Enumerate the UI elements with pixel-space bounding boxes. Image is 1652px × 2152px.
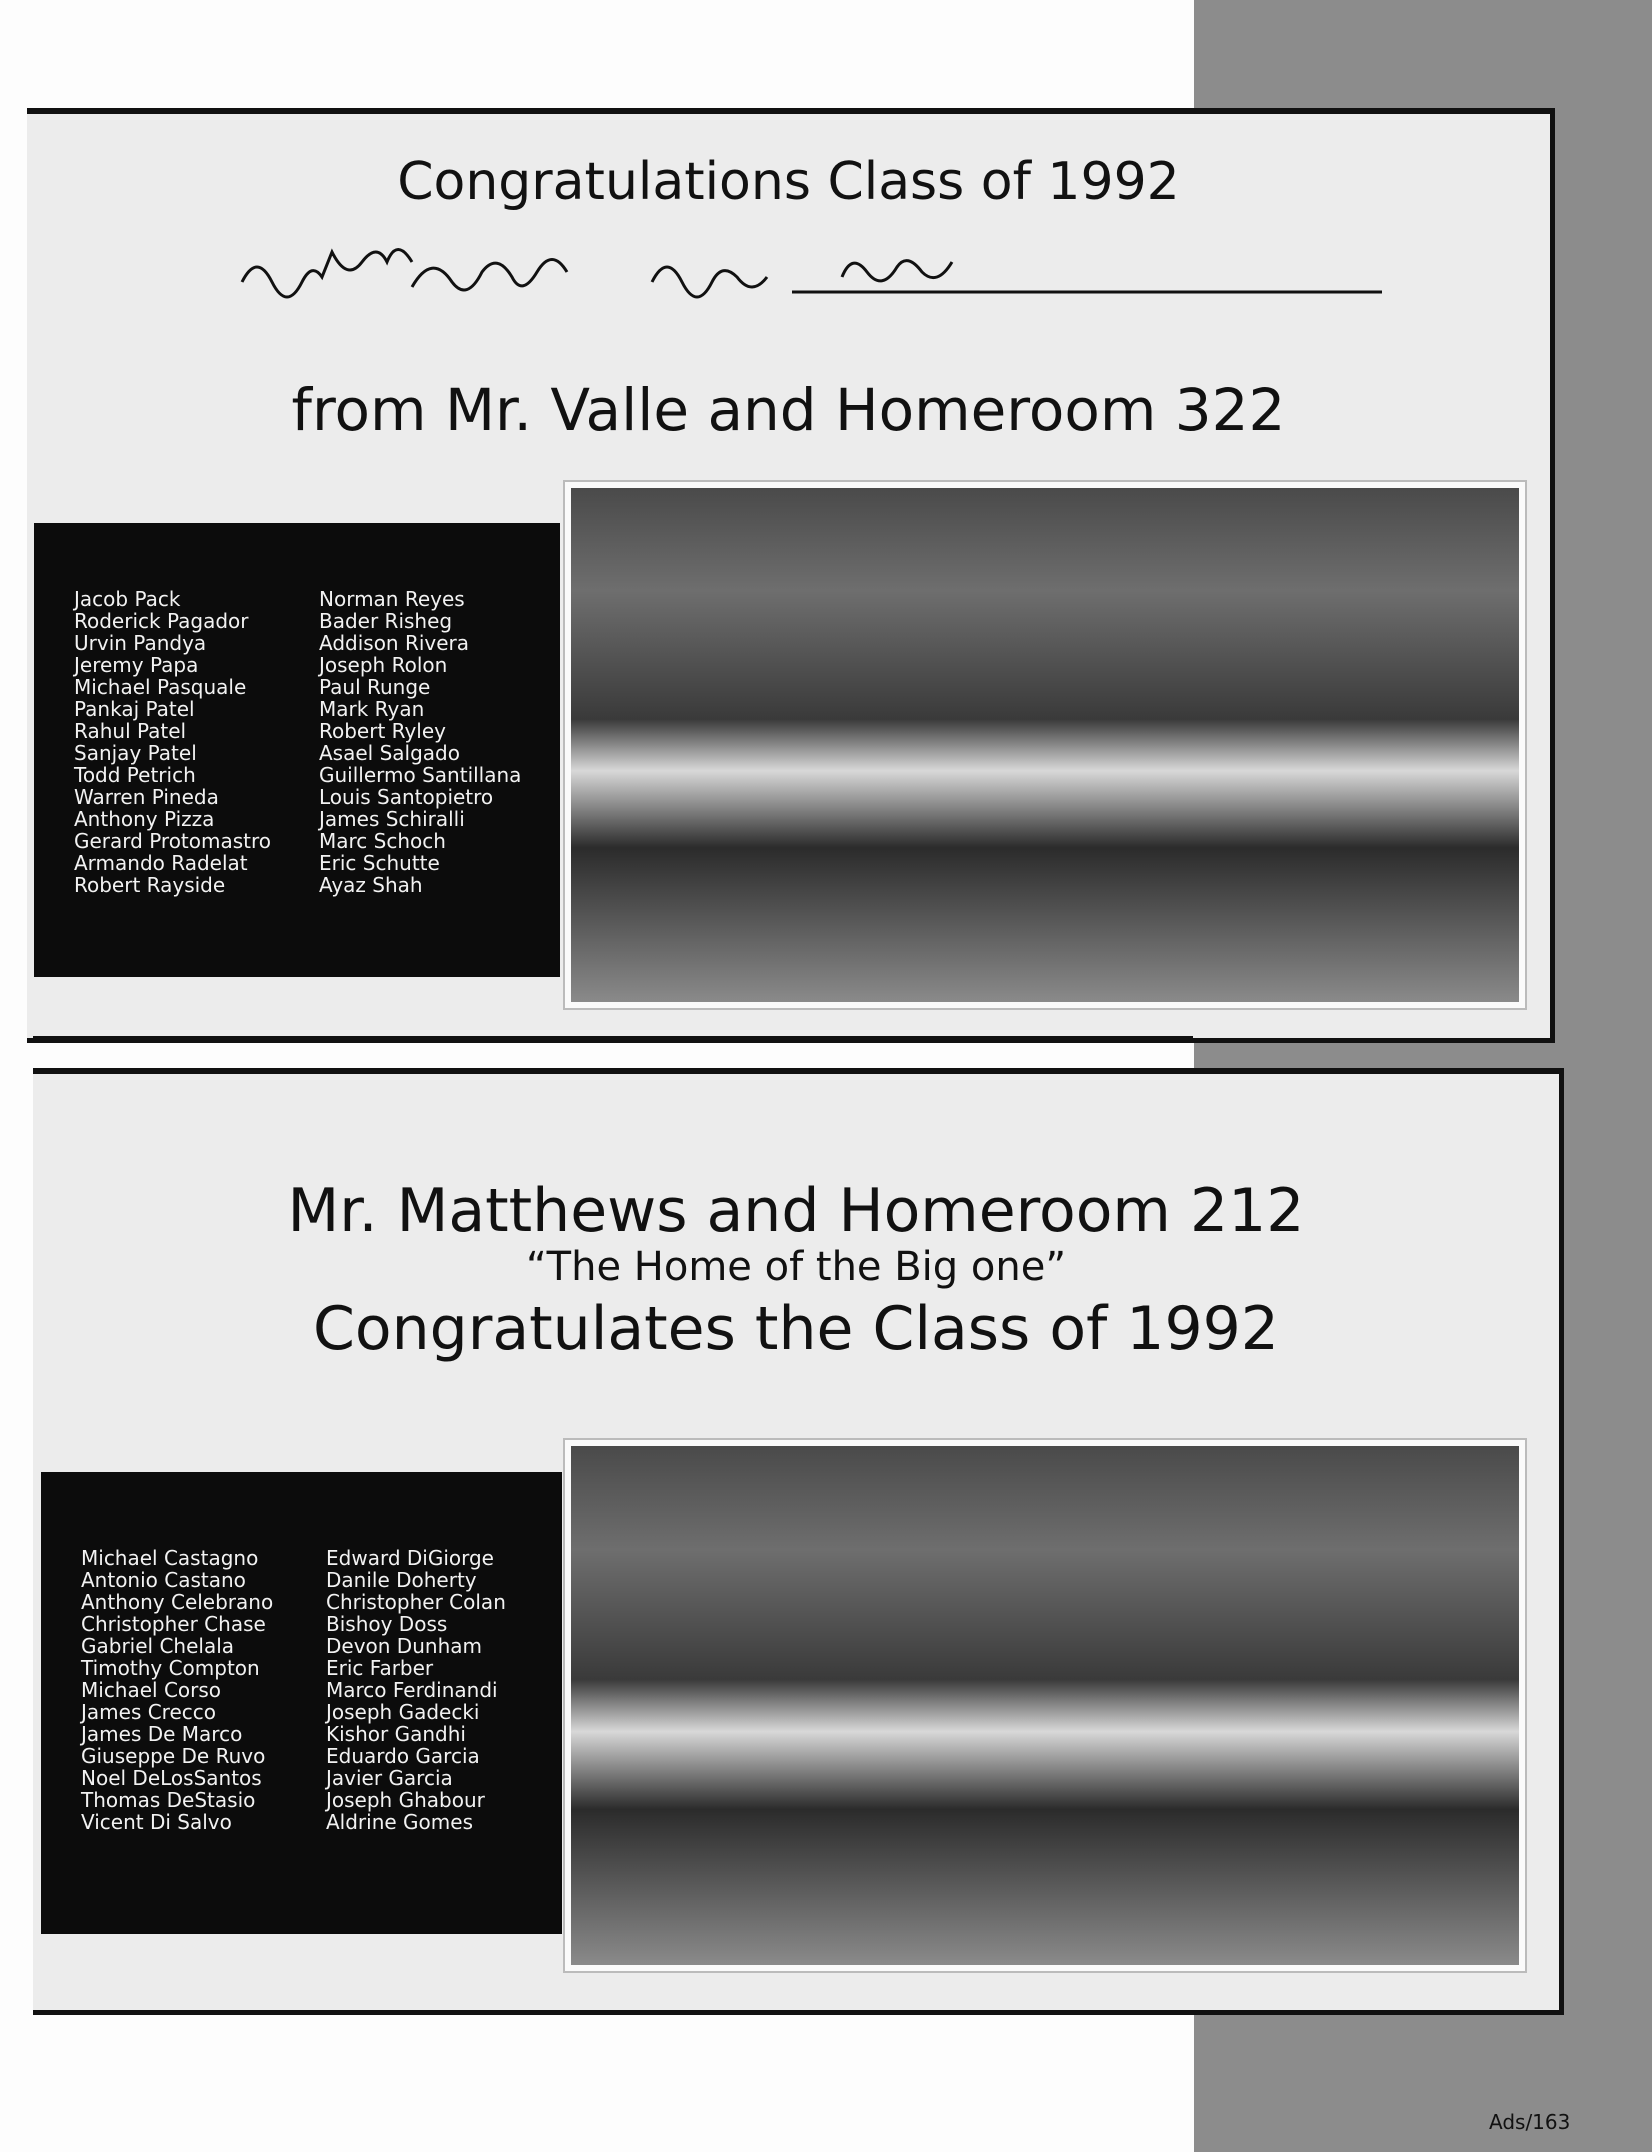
names-box xyxy=(34,523,560,977)
student-name: Danile Doherty xyxy=(326,1568,477,1592)
student-name: James Crecco xyxy=(81,1700,216,1724)
student-name: Christopher Colan xyxy=(326,1590,506,1614)
student-name: Timothy Compton xyxy=(81,1656,260,1680)
divider xyxy=(33,1036,1193,1040)
student-name: Aldrine Gomes xyxy=(326,1810,473,1834)
student-name: Pankaj Patel xyxy=(74,697,195,721)
panel-title: Mr. Matthews and Homeroom 212 xyxy=(287,1176,1305,1246)
student-name: Michael Pasquale xyxy=(74,675,247,699)
student-name: Giuseppe De Ruvo xyxy=(81,1744,266,1768)
student-name: Eduardo Garcia xyxy=(326,1744,480,1768)
student-name: Michael Castagno xyxy=(81,1546,259,1570)
panel-quote: “The Home of the Big one” xyxy=(525,1244,1067,1290)
panel-subtitle: Congratulates the Class of 1992 xyxy=(313,1294,1279,1364)
student-name: Todd Petrich xyxy=(74,763,196,787)
homeroom-212-class-photo xyxy=(565,1440,1525,1971)
student-name: Bishoy Doss xyxy=(326,1612,448,1636)
student-name: Guillermo Santillana xyxy=(319,763,522,787)
student-name: Norman Reyes xyxy=(319,587,465,611)
student-name: Javier Garcia xyxy=(326,1766,453,1790)
student-name: Jeremy Papa xyxy=(74,653,199,677)
student-name: Paul Runge xyxy=(319,675,431,699)
student-name: Warren Pineda xyxy=(74,785,219,809)
names-column-2 xyxy=(326,1547,506,1833)
student-name: Marco Ferdinandi xyxy=(326,1678,498,1702)
student-name: Thomas DeStasio xyxy=(81,1788,256,1812)
student-name: Kishor Gandhi xyxy=(326,1722,466,1746)
student-name: Noel DeLosSantos xyxy=(81,1766,262,1790)
student-name: Edward DiGiorge xyxy=(326,1546,494,1570)
student-name: Joseph Gadecki xyxy=(326,1700,480,1724)
student-name: Sanjay Patel xyxy=(74,741,197,765)
student-name: Rahul Patel xyxy=(74,719,187,743)
names-column-1 xyxy=(81,1547,273,1833)
homeroom-322-ad xyxy=(27,108,1555,1043)
student-name: Gerard Protomastro xyxy=(74,829,272,853)
student-name: Vicent Di Salvo xyxy=(81,1810,232,1834)
student-name: Devon Dunham xyxy=(326,1634,482,1658)
student-name: Eric Schutte xyxy=(319,851,440,875)
homeroom-322-class-photo xyxy=(565,482,1525,1008)
student-name: Christopher Chase xyxy=(81,1612,266,1636)
student-name: Robert Rayside xyxy=(74,873,226,897)
student-name: Ayaz Shah xyxy=(319,873,423,897)
student-name: Robert Ryley xyxy=(319,719,446,743)
names-box xyxy=(41,1472,562,1934)
names-column-1 xyxy=(74,588,271,896)
student-name: Armando Radelat xyxy=(74,851,248,875)
panel-title: Congratulations Class of 1992 xyxy=(397,152,1180,212)
student-name: Anthony Pizza xyxy=(74,807,215,831)
student-name: Bader Risheg xyxy=(319,609,453,633)
homeroom-212-ad xyxy=(33,1068,1564,2015)
student-name: Jacob Pack xyxy=(74,587,181,611)
student-name: Urvin Pandya xyxy=(74,631,207,655)
student-name: Asael Salgado xyxy=(319,741,460,765)
panel-subtitle: from Mr. Valle and Homeroom 322 xyxy=(291,376,1286,444)
student-name: Anthony Celebrano xyxy=(81,1590,274,1614)
student-name: Joseph Rolon xyxy=(319,653,448,677)
student-name: James De Marco xyxy=(81,1722,243,1746)
student-name: Antonio Castano xyxy=(81,1568,246,1592)
student-name: Gabriel Chelala xyxy=(81,1634,235,1658)
student-name: Addison Rivera xyxy=(319,631,470,655)
handwritten-script xyxy=(232,232,1382,312)
names-column-2 xyxy=(319,588,521,896)
student-name: Joseph Ghabour xyxy=(326,1788,485,1812)
page-number: Ads/163 xyxy=(1489,2110,1571,2134)
student-name: James Schiralli xyxy=(319,807,465,831)
student-name: Roderick Pagador xyxy=(74,609,249,633)
student-name: Michael Corso xyxy=(81,1678,222,1702)
student-name: Eric Farber xyxy=(326,1656,434,1680)
student-name: Mark Ryan xyxy=(319,697,425,721)
student-name: Louis Santopietro xyxy=(319,785,494,809)
student-name: Marc Schoch xyxy=(319,829,446,853)
